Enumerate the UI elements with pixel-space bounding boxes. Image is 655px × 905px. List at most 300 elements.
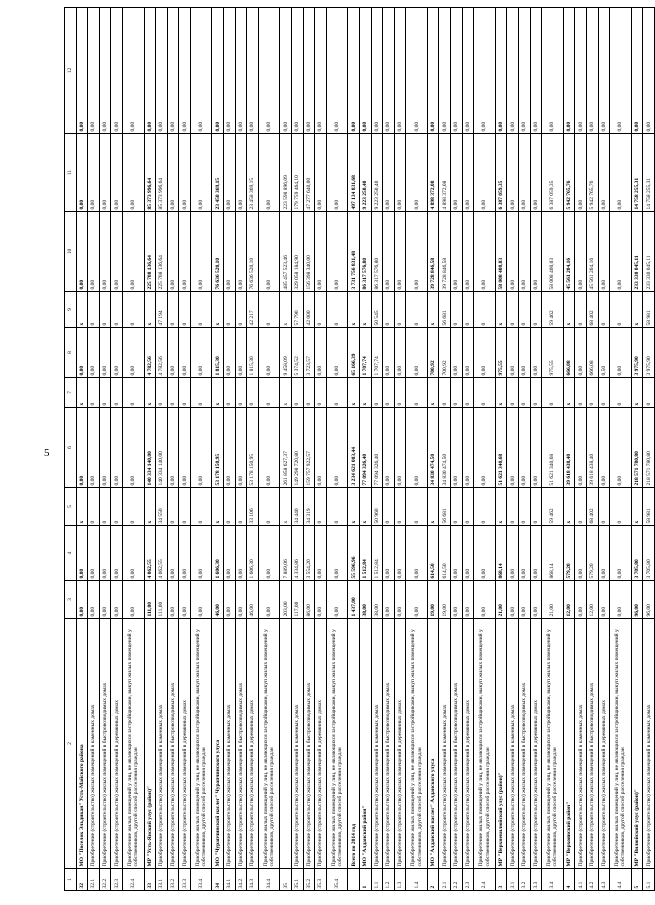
value-cell: 46,00: [247, 581, 259, 619]
value-cell: 0: [122, 292, 144, 328]
value-cell: 0,00: [235, 408, 247, 488]
value-cell: 56 681: [439, 292, 451, 328]
value-cell: 77 094 326,40: [359, 408, 371, 488]
value-cell: 140 334 140,00: [156, 408, 168, 488]
value-cell: 0,00: [292, 8, 304, 134]
row-description-cell: Приобретение (строительство) жилых помещений в деревянных домах: [394, 619, 406, 869]
value-cell: x: [631, 488, 643, 526]
row-number-cell: 35: [280, 869, 292, 891]
table-row: [167, 8, 179, 891]
value-cell: x: [359, 488, 371, 526]
value-cell: 218 571 780,80: [643, 408, 655, 488]
value-cell: 0,00: [427, 8, 439, 134]
row-number-cell: 4: [563, 869, 575, 891]
value-cell: 5 942 765,76: [586, 134, 598, 212]
value-cell: 19,00: [439, 581, 451, 619]
value-cell: 4 898 372,08: [427, 134, 439, 212]
value-cell: 0,00: [507, 328, 519, 378]
value-cell: 0,00: [111, 408, 123, 488]
value-cell: 0: [326, 292, 348, 328]
value-cell: 1 707,74: [371, 328, 383, 378]
value-cell: 0,00: [99, 328, 111, 378]
table-row: [315, 8, 327, 891]
value-cell: 0,00: [507, 581, 519, 619]
value-cell: 0,00: [451, 408, 463, 488]
value-cell: 700,92: [427, 328, 439, 378]
value-cell: 0,00: [76, 526, 88, 581]
value-cell: x: [427, 378, 439, 408]
value-cell: 0,00: [610, 408, 632, 488]
value-cell: 0,00: [235, 8, 247, 134]
value-cell: 0,00: [643, 8, 655, 134]
value-cell: x: [144, 378, 156, 408]
value-cell: 0,50: [598, 328, 610, 378]
value-cell: 0,00: [235, 212, 247, 292]
row-description-cell: Приобретение жилых помещений у лиц, не являющихся застройщиками, выкуп жилых помещений у собственников, другой способ расселения граждан: [326, 619, 348, 869]
value-cell: 0,00: [394, 134, 406, 212]
value-cell: 140 334 140,00: [144, 408, 156, 488]
row-number-cell: 34.3: [247, 869, 259, 891]
value-cell: 111,00: [156, 581, 168, 619]
value-cell: 0,00: [88, 408, 100, 488]
table-row: [99, 8, 111, 891]
value-cell: 0: [575, 292, 587, 328]
column-number: 6: [65, 408, 77, 488]
value-cell: 0: [519, 378, 531, 408]
value-cell: 0,00: [406, 8, 428, 134]
value-cell: 0,00: [167, 581, 179, 619]
table-row: [111, 8, 123, 891]
row-description-cell: Приобретение (строительство) жилых помещений в каменных домах: [292, 619, 304, 869]
row-number-cell: 2: [427, 869, 439, 891]
row-description-cell: Приобретение жилых помещений у лиц, не являющихся застройщиками, выкуп жилых помещений у собственников, другой способ расселения граждан: [258, 619, 280, 869]
row-number-cell: 35.1: [292, 869, 304, 891]
value-cell: 5 942 765,76: [563, 134, 575, 212]
column-number: 9: [65, 292, 77, 328]
value-cell: 0,00: [507, 526, 519, 581]
value-cell: 0,00: [530, 134, 542, 212]
row-description-cell: МР "Вилюйский улус (район)": [631, 619, 643, 869]
value-cell: x: [563, 292, 575, 328]
row-number-cell: 33: [144, 869, 156, 891]
value-cell: 4 062,55: [156, 526, 168, 581]
value-cell: 0,00: [258, 581, 280, 619]
value-cell: x: [359, 292, 371, 328]
value-cell: 0,00: [258, 328, 280, 378]
value-cell: 9 223 250,40: [371, 134, 383, 212]
row-number-cell: 5: [631, 869, 643, 891]
row-number-cell: 3.3: [530, 869, 542, 891]
column-number: 8: [65, 328, 77, 378]
value-cell: 0,00: [610, 526, 632, 581]
value-cell: 0,00: [326, 134, 348, 212]
table-row: [326, 8, 348, 891]
row-description-cell: Приобретение (строительство) жилых помещений в быстровозводимых домах: [167, 619, 179, 869]
value-cell: x: [427, 488, 439, 526]
value-cell: 42 217: [247, 292, 259, 328]
table-row: [575, 8, 587, 891]
value-cell: 0,00: [315, 134, 327, 212]
value-cell: 0,00: [224, 581, 236, 619]
value-cell: 0: [315, 488, 327, 526]
value-cell: x: [76, 488, 88, 526]
value-cell: 0,00: [167, 526, 179, 581]
value-cell: 0: [258, 488, 280, 526]
value-cell: 0,00: [326, 212, 348, 292]
value-cell: 159 757 922,57: [303, 408, 315, 488]
row-description-cell: Всего по 2014 год: [348, 619, 360, 869]
value-cell: 0,00: [315, 581, 327, 619]
value-cell: 329 058 184,90: [292, 212, 304, 292]
municipality-row: [427, 8, 439, 891]
value-cell: 34 550: [156, 488, 168, 526]
value-cell: 0,00: [394, 526, 406, 581]
value-cell: 0,00: [519, 526, 531, 581]
row-number-cell: 1.2: [383, 869, 395, 891]
value-cell: 0: [610, 378, 632, 408]
value-cell: 0,00: [88, 134, 100, 212]
value-cell: 53 178 150,95: [247, 408, 259, 488]
value-cell: 0,00: [406, 212, 428, 292]
table-row: [88, 8, 100, 891]
value-cell: 0,00: [474, 328, 496, 378]
value-cell: 0: [530, 292, 542, 328]
row-number-cell: 35.4: [326, 869, 348, 891]
table-row: [610, 8, 632, 891]
value-cell: 85 373 996,64: [144, 134, 156, 212]
value-cell: 0,00: [451, 328, 463, 378]
value-cell: 0: [88, 488, 100, 526]
row-number-cell: 35.3: [315, 869, 327, 891]
value-cell: 0,00: [610, 8, 632, 134]
value-cell: 0,00: [111, 8, 123, 134]
table-row: [474, 8, 496, 891]
value-cell: 1 707,74: [359, 328, 371, 378]
value-cell: 0,00: [598, 212, 610, 292]
rotated-table-frame: [64, 8, 655, 891]
row-number-cell: 34.1: [224, 869, 236, 891]
column-number: 2: [65, 619, 77, 869]
table-row: [156, 8, 168, 891]
municipality-row: [495, 8, 507, 891]
value-cell: 0,00: [99, 212, 111, 292]
value-cell: 50 545: [371, 292, 383, 328]
table-row: [280, 8, 292, 891]
value-cell: 58 981: [643, 488, 655, 526]
value-cell: 58 981: [643, 292, 655, 328]
value-cell: 0,00: [235, 526, 247, 581]
column-number: 5: [65, 488, 77, 526]
value-cell: 76 636 520,10: [212, 212, 224, 292]
value-cell: 59 462: [542, 488, 564, 526]
value-cell: 0: [474, 488, 496, 526]
value-cell: 0: [394, 292, 406, 328]
table-row: [122, 8, 144, 891]
table-row: [179, 8, 191, 891]
value-cell: 225 708 136,64: [156, 212, 168, 292]
value-cell: 0,00: [122, 134, 144, 212]
value-cell: 0: [179, 378, 191, 408]
value-cell: 0: [156, 378, 168, 408]
value-cell: 0,00: [610, 328, 632, 378]
value-cell: 0: [530, 488, 542, 526]
value-cell: 0,00: [530, 526, 542, 581]
row-description-cell: Приобретение жилых помещений у лиц, не являющихся застройщиками, выкуп жилых помещений у собственников, другой способ расселения граждан: [542, 619, 564, 869]
value-cell: 38,00: [359, 581, 371, 619]
value-cell: 0,00: [383, 526, 395, 581]
row-description-cell: Приобретение жилых помещений у лиц, не являющихся застройщиками, выкуп жилых помещений у собственников, другой способ расселения граждан: [190, 619, 212, 869]
value-cell: 58 008 400,03: [542, 212, 564, 292]
value-cell: x: [631, 292, 643, 328]
value-cell: 0,00: [111, 134, 123, 212]
value-cell: 0,00: [88, 212, 100, 292]
value-cell: 0: [326, 488, 348, 526]
row-description-cell: Приобретение (строительство) жилых помещений в деревянных домах: [530, 619, 542, 869]
value-cell: 19,00: [427, 581, 439, 619]
value-cell: 0,00: [598, 8, 610, 134]
row-description-cell: МО "Алданский район": [359, 619, 371, 869]
value-cell: 39 618 438,40: [586, 408, 598, 488]
value-cell: 0: [383, 378, 395, 408]
value-cell: 0: [235, 292, 247, 328]
value-cell: 0: [88, 292, 100, 328]
value-cell: 0: [315, 378, 327, 408]
value-cell: 39 728 846,58: [427, 212, 439, 292]
value-cell: 149 298 720,80: [292, 408, 304, 488]
value-cell: 1 606,30: [212, 526, 224, 581]
value-cell: 68 402: [586, 292, 598, 328]
value-cell: 1 606,30: [247, 526, 259, 581]
value-cell: x: [563, 488, 575, 526]
value-cell: 0,00: [519, 134, 531, 212]
value-cell: 0: [462, 292, 474, 328]
value-cell: 0: [610, 292, 632, 328]
value-cell: 0: [179, 488, 191, 526]
value-cell: 0,00: [167, 408, 179, 488]
value-cell: 0: [451, 292, 463, 328]
value-cell: 3 975,90: [643, 328, 655, 378]
value-cell: 0,00: [88, 8, 100, 134]
value-cell: 21,00: [495, 581, 507, 619]
value-cell: 0,00: [167, 328, 179, 378]
value-cell: 0,00: [474, 581, 496, 619]
value-cell: 0,00: [406, 328, 428, 378]
value-cell: 497 134 831,68: [348, 134, 360, 212]
value-cell: 38,00: [371, 581, 383, 619]
value-cell: 0,00: [586, 8, 598, 134]
value-cell: 0,00: [530, 581, 542, 619]
value-cell: 0: [507, 292, 519, 328]
value-cell: 0,00: [99, 134, 111, 212]
row-number-cell: 1.3: [394, 869, 406, 891]
row-number-cell: 5.1: [643, 869, 655, 891]
value-cell: 1 437,00: [348, 581, 360, 619]
value-cell: x: [495, 292, 507, 328]
row-description-cell: Приобретение жилых помещений у лиц, не являющихся застройщиками, выкуп жилых помещений у собственников, другой способ расселения граждан: [122, 619, 144, 869]
value-cell: 0: [258, 378, 280, 408]
value-cell: 3 975,90: [631, 328, 643, 378]
value-cell: 0,00: [190, 212, 212, 292]
row-number-cell: 3.2: [519, 869, 531, 891]
value-cell: 0,00: [406, 134, 428, 212]
value-cell: 5 374,52: [292, 328, 304, 378]
value-cell: 0,00: [88, 526, 100, 581]
value-cell: 0: [315, 292, 327, 328]
table-row: [394, 8, 406, 891]
value-cell: 9 458,09: [280, 328, 292, 378]
value-cell: 0,00: [179, 8, 191, 134]
value-cell: 179 759 464,10: [292, 134, 304, 212]
value-cell: 0,00: [99, 8, 111, 134]
row-description-cell: Приобретение (строительство) жилых помещений в быстровозводимых домах: [383, 619, 395, 869]
value-cell: 0,00: [530, 408, 542, 488]
value-cell: 47 277 640,00: [303, 134, 315, 212]
value-cell: 0,00: [575, 134, 587, 212]
value-cell: 0,00: [530, 328, 542, 378]
table-row: [462, 8, 474, 891]
value-cell: x: [280, 488, 292, 526]
value-cell: 42 000: [303, 292, 315, 328]
value-cell: 975,55: [495, 328, 507, 378]
value-cell: 0,00: [575, 328, 587, 378]
value-cell: 0: [586, 378, 598, 408]
value-cell: 0,00: [167, 134, 179, 212]
row-number-cell: 33.4: [190, 869, 212, 891]
value-cell: 0: [439, 378, 451, 408]
value-cell: 0,00: [451, 581, 463, 619]
row-number-cell: 3: [495, 869, 507, 891]
value-cell: 0: [190, 488, 212, 526]
value-cell: 0: [462, 378, 474, 408]
value-cell: 0,00: [575, 212, 587, 292]
value-cell: 6 387 059,35: [495, 134, 507, 212]
table-row: [247, 8, 259, 891]
value-cell: x: [212, 292, 224, 328]
row-description-cell: Приобретение жилых помещений у лиц, не являющихся застройщиками, выкуп жилых помещений у собственников, другой способ расселения граждан: [406, 619, 428, 869]
value-cell: 0,00: [462, 408, 474, 488]
value-cell: 0,00: [462, 581, 474, 619]
value-cell: 3 731 756 831,48: [348, 212, 360, 292]
value-cell: 0,00: [371, 8, 383, 134]
value-cell: 0,00: [383, 408, 395, 488]
value-cell: 0,00: [451, 212, 463, 292]
value-cell: 85 373 996,64: [156, 134, 168, 212]
value-cell: 4 782,56: [144, 328, 156, 378]
row-description-cell: Приобретение (строительство) жилых помещений в деревянных домах: [462, 619, 474, 869]
value-cell: 0,00: [383, 328, 395, 378]
column-number: 12: [65, 8, 77, 134]
value-cell: 0,00: [258, 134, 280, 212]
value-cell: 0: [575, 378, 587, 408]
row-number-cell: 1: [359, 869, 371, 891]
value-cell: 34 830 474,50: [427, 408, 439, 488]
row-description-cell: Приобретение (строительство) жилых помещений в каменных домах: [439, 619, 451, 869]
row-description-cell: Приобретение (строительство) жилых помещений в деревянных домах: [315, 619, 327, 869]
value-cell: 47 194: [156, 292, 168, 328]
value-cell: 0,00: [99, 408, 111, 488]
value-cell: 0: [247, 378, 259, 408]
value-cell: 4 062,55: [144, 526, 156, 581]
value-cell: 0,00: [156, 8, 168, 134]
row-description-cell: Приобретение (строительство) жилых помещений в быстровозводимых домах: [303, 619, 315, 869]
row-number-cell: 3.1: [507, 869, 519, 891]
value-cell: 0,00: [179, 526, 191, 581]
row-number-cell: 34.2: [235, 869, 247, 891]
value-cell: 156 398 340,00: [303, 212, 315, 292]
value-cell: 45 561 204,16: [563, 212, 575, 292]
row-description-cell: Приобретение (строительство) жилых помещений в каменных домах: [88, 619, 100, 869]
value-cell: 0,00: [224, 212, 236, 292]
municipality-row: [76, 8, 88, 891]
value-cell: 0,00: [235, 328, 247, 378]
value-cell: 0,00: [122, 526, 144, 581]
value-cell: 0: [394, 378, 406, 408]
column-number: 3: [65, 581, 77, 619]
value-cell: 0,00: [179, 408, 191, 488]
value-cell: 0,00: [451, 526, 463, 581]
value-cell: 0,00: [122, 581, 144, 619]
value-cell: 0,00: [530, 8, 542, 134]
value-cell: 0: [99, 378, 111, 408]
row-number-cell: 32.1: [88, 869, 100, 891]
value-cell: 666,08: [586, 328, 598, 378]
value-cell: 0: [394, 488, 406, 526]
value-cell: 0,00: [326, 526, 348, 581]
table-row: [586, 8, 598, 891]
row-description-cell: Приобретение (строительство) жилых помещений в каменных домах: [371, 619, 383, 869]
value-cell: x: [348, 488, 360, 526]
row-number-cell: 33.1: [156, 869, 168, 891]
value-cell: 0,00: [315, 328, 327, 378]
value-cell: 96,00: [643, 581, 655, 619]
value-cell: 0,00: [258, 8, 280, 134]
value-cell: x: [495, 378, 507, 408]
value-cell: 0,00: [144, 8, 156, 134]
value-cell: 0,00: [495, 8, 507, 134]
value-cell: 0,00: [383, 8, 395, 134]
value-cell: 56 681: [439, 488, 451, 526]
value-cell: 579,20: [563, 526, 575, 581]
value-cell: 51 621 340,68: [542, 408, 564, 488]
value-cell: 86 317 576,80: [371, 212, 383, 292]
row-number-cell: 4.2: [586, 869, 598, 891]
value-cell: 0,00: [575, 526, 587, 581]
row-number-cell: 33.3: [179, 869, 191, 891]
value-cell: 0,00: [462, 134, 474, 212]
row-description-cell: МР "Усть-Янский улус (район)": [144, 619, 156, 869]
row-description-cell: МО "Поселок Эльдикан" Усть-Майского района: [76, 619, 88, 869]
value-cell: 0,00: [631, 8, 643, 134]
value-cell: 0: [167, 292, 179, 328]
value-cell: 0,00: [111, 526, 123, 581]
value-cell: 3 234 621 003,44: [348, 408, 360, 488]
value-cell: 0: [224, 378, 236, 408]
value-cell: 34 319: [303, 488, 315, 526]
value-cell: 76 636 520,10: [247, 212, 259, 292]
value-cell: 0,00: [315, 8, 327, 134]
table-row: [190, 8, 212, 891]
value-cell: 86,00: [303, 581, 315, 619]
row-description-cell: Приобретение жилых помещений у лиц, не являющихся застройщиками, выкуп жилых помещений у собственников, другой способ расселения граждан: [610, 619, 632, 869]
municipality-row: [144, 8, 156, 891]
value-cell: 0,00: [190, 328, 212, 378]
value-cell: 0,00: [167, 8, 179, 134]
value-cell: 0,00: [190, 526, 212, 581]
value-cell: 0: [122, 488, 144, 526]
value-cell: 0,00: [258, 408, 280, 488]
value-cell: 1 512,84: [359, 526, 371, 581]
row-description-cell: МР "Верхоянский район": [563, 619, 575, 869]
